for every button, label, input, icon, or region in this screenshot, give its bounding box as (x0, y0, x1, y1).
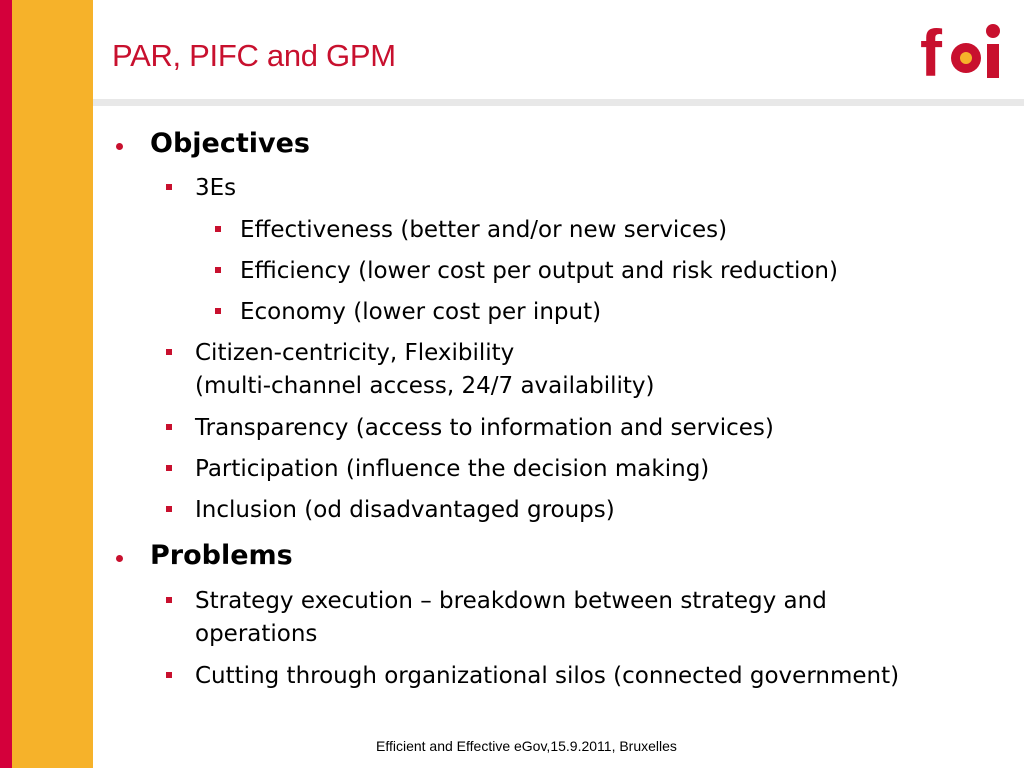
bullet-citizen-centricity-line2: (multi-channel access, 24/7 availability) (195, 373, 655, 399)
bullet-square (166, 349, 172, 355)
bullet-dot (116, 143, 123, 150)
bullet-strategy-execution: Strategy execution – breakdown between strategy and (195, 588, 827, 614)
bullet-efficiency: Efficiency (lower cost per output and risk reduction) (240, 258, 838, 284)
foi-logo (920, 18, 1006, 82)
title-divider (93, 99, 1024, 106)
bullet-inclusion: Inclusion (od disadvantaged groups) (195, 497, 615, 523)
bullet-square (166, 506, 172, 512)
bullet-square (166, 672, 172, 678)
bullet-square (215, 267, 221, 273)
bullet-square (166, 597, 172, 603)
svg-text:f: f (920, 18, 940, 82)
bullet-strategy-execution-line2: operations (195, 621, 318, 647)
bullet-economy: Economy (lower cost per input) (240, 299, 602, 325)
slide-footer: Efficient and Effective eGov,15.9.2011, Bruxelles (376, 738, 677, 754)
bullet-square (215, 308, 221, 314)
bullet-dot (116, 555, 123, 562)
bullet-square (166, 424, 172, 430)
bullet-transparency: Transparency (access to information and services) (195, 415, 774, 441)
bullet-silos: Cutting through organizational silos (connected government) (195, 663, 900, 689)
left-red-stripe (0, 0, 12, 768)
bullet-3es: 3Es (195, 175, 237, 201)
slide-title: PAR, PIFC and GPM (112, 38, 396, 73)
bullet-square (166, 465, 172, 471)
bullet-square (215, 226, 221, 232)
bullet-square (166, 184, 172, 190)
bullet-effectiveness: Effectiveness (better and/or new services) (240, 217, 728, 243)
left-gold-stripe (12, 0, 93, 768)
bullet-citizen-centricity: Citizen-centricity, Flexibility (195, 340, 515, 366)
bullet-problems: Problems (150, 540, 293, 571)
bullet-objectives: Objectives (150, 128, 310, 159)
bullet-participation: Participation (influence the decision making) (195, 456, 710, 482)
